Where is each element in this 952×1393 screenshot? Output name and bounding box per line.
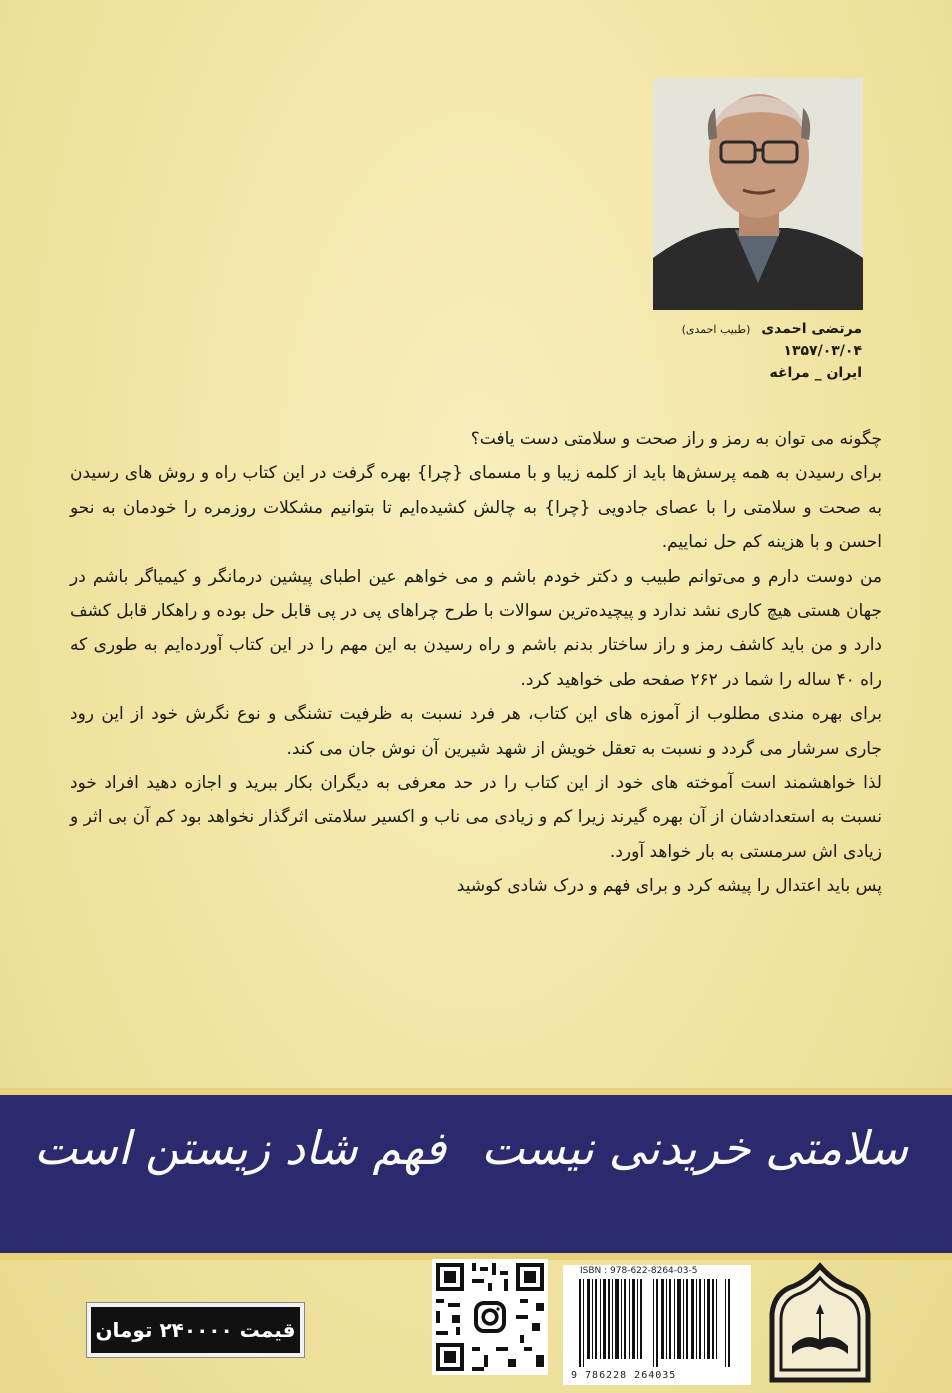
blurb-paragraph: برای رسیدن به همه پرسش‌ها باید از کلمه زیبا و با مسمای {چرا} بهره گرفت در این کتاب راه و روش های رسیدن به صحت و سلامتی را با عصای جادویی {چرا} به چالش کشیده‌ایم تا بتوانیم مشکلات روزمره را خودمان به نحو احسن و با هزینه کم حل نماییم.	[70, 463, 882, 553]
author-name: مرتضی احمدی	[761, 321, 862, 337]
barcode-number: 9 786228 264035	[571, 1370, 677, 1381]
slogan-left: فهم شاد زیستن است	[34, 1121, 447, 1175]
blurb-paragraph: برای بهره مندی مطلوب از آموزه های این کتاب، هر فرد نسبت به ظرفیت تشنگی و نوع نگرش خود از این رود جاری سرشار می گردد و نسبت به تعقل خویش از شهد شیرین آن نوش جان می کند.	[70, 704, 882, 759]
blurb-text	[70, 422, 882, 904]
barcode	[563, 1265, 751, 1385]
publisher-logo	[762, 1262, 878, 1386]
author-photo	[653, 78, 863, 310]
blurb-paragraph: من دوست دارم و می‌توانم طبیب و دکتر خودم باشم و می خواهم عین اطبای پیشین درمانگر و کیمیاگر باشم در جهان هستی هیچ کاری نشد ندارد و پیچیده‌ترین سوالات با طرح چراهای پی در پی قابل حل بوده و راهکار قابل کشف دارد و من باید کاشف رمز و راز ساختار بدنم باشم و راه رسیدن به این مهم را در این کتاب آورده‌ایم به طوری که راه ۴۰ ساله را شما در ۲۶۲ صفحه طی خواهید کرد.	[70, 566, 882, 690]
author-nickname: (طبیب احمدی)	[681, 323, 751, 336]
author-place: ایران _ مراغه	[769, 365, 862, 381]
author-birthdate: ۱۳۵۷/۰۳/۰۴	[783, 343, 862, 359]
author-name-line	[682, 318, 862, 340]
author-info	[682, 318, 862, 384]
qr-code	[432, 1259, 548, 1375]
slogan-banner	[0, 1088, 952, 1260]
blurb-paragraph: لذا خواهشمند است آموخته های خود از این کتاب را در حد معرفی به دیگران بکار ببرید و اجازه دهید افراد خود نسبت به استعدادشان از آن بهره گیرند زیرا کم و زیادی می ناب و اکسیر سلامتی اثرگذار نخواهد بود کم آن بی اثر و زیادی اش سرمستی به بار خواهد آورد.	[70, 773, 882, 862]
blurb-paragraph: چگونه می توان به رمز و راز صحت و سلامتی دست یافت؟	[470, 429, 882, 449]
blurb-paragraph: پس باید اعتدال را پیشه کرد و برای فهم و درک شادی کوشید	[456, 876, 882, 897]
price-sticker: قیمت ۲۴۰۰۰۰ تومان	[87, 1303, 304, 1357]
isbn-label: ISBN : 978-622-8264-03-5	[580, 1266, 698, 1276]
slogan-right: سلامتی خریدنی نیست	[481, 1121, 908, 1175]
